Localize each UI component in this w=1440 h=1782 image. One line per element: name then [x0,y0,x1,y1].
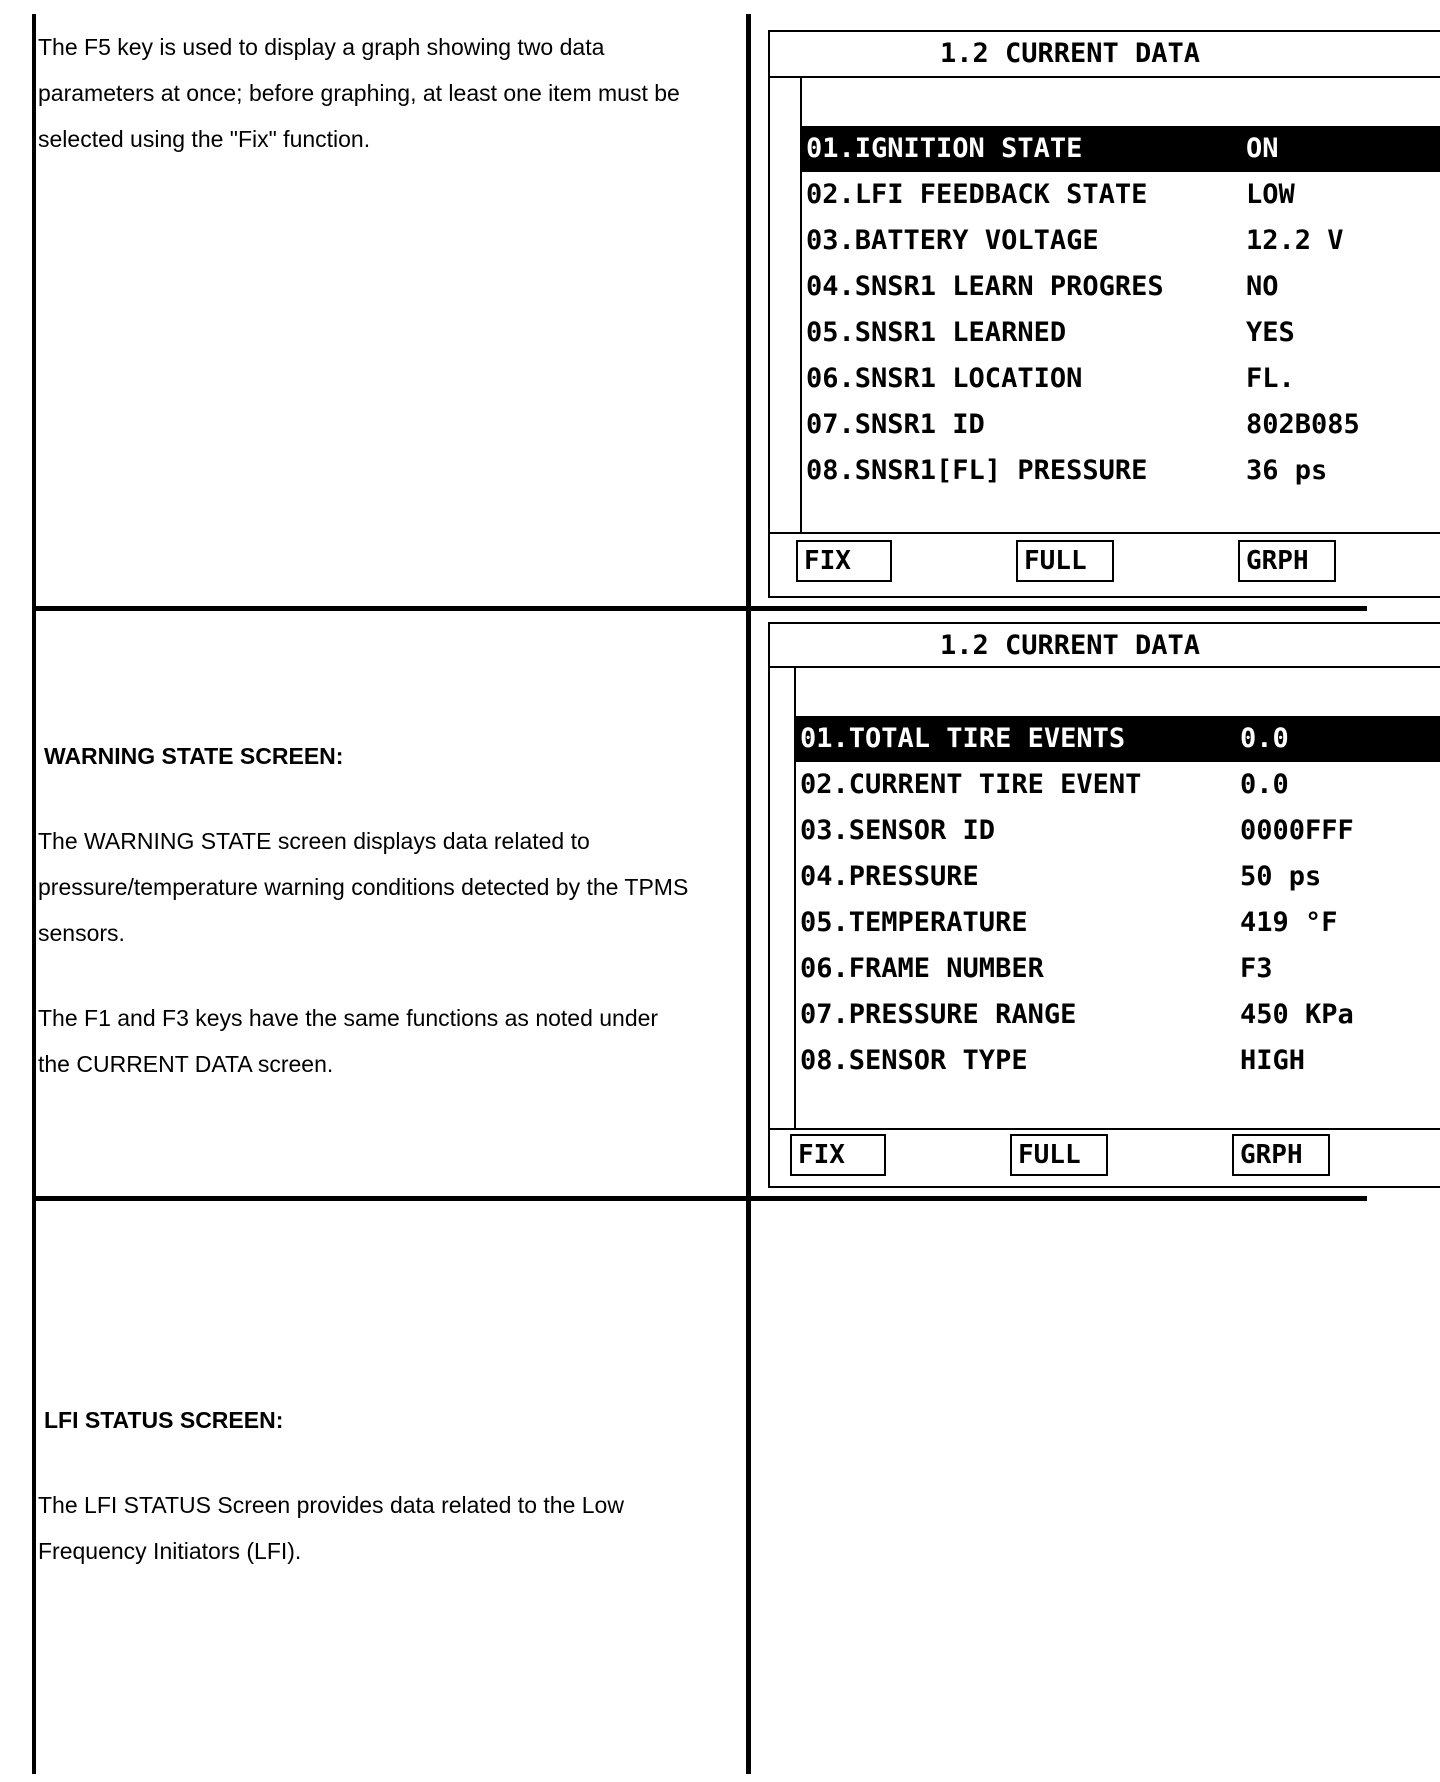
table-center-divider [746,14,751,1774]
scan-tool-screen-2 [768,622,1440,1188]
data-row[interactable] [802,218,1440,264]
row-value: 0000FFF [1240,815,1354,846]
data-row[interactable] [802,126,1440,172]
graph-button[interactable]: GRPH [1232,1134,1330,1176]
row-value: F3 [1240,953,1273,984]
row-label: 05.SNSR1 LEARNED [806,317,1067,348]
data-row[interactable] [802,310,1440,356]
full-button[interactable]: FULL [1010,1134,1108,1176]
scan-tool-screen-1 [768,30,1440,598]
row-label: 03.SENSOR ID [800,815,996,846]
row-value: NO [1246,271,1279,302]
row-value: HIGH [1240,1045,1306,1076]
row-value: 802B085 [1246,409,1360,440]
graph-button[interactable]: GRPH [1238,540,1336,582]
data-row[interactable] [802,448,1440,494]
section-heading: WARNING STATE SCREEN: [44,743,344,769]
row-value: 12.2 V [1246,225,1344,256]
row-value: 419 °F [1240,907,1338,938]
data-row[interactable] [802,402,1440,448]
row-value: 36 ps [1246,455,1328,486]
title-divider [770,76,1440,78]
row-label: 01.TOTAL TIRE EVENTS [800,723,1126,754]
row-label: 08.SENSOR TYPE [800,1045,1028,1076]
full-button[interactable]: FULL [1016,540,1114,582]
paragraph-line: sensors. [38,920,125,946]
row-label: 02.LFI FEEDBACK STATE [806,179,1148,210]
section-heading: LFI STATUS SCREEN: [44,1407,284,1433]
data-row[interactable] [802,264,1440,310]
row-label: 04.PRESSURE [800,861,979,892]
screen-title: 1.2 CURRENT DATA [939,38,1201,69]
row-value: 50 ps [1240,861,1322,892]
paragraph-line: The F1 and F3 keys have the same functions as noted under [38,1005,659,1031]
row-divider-1 [32,606,1367,611]
row-label: 04.SNSR1 LEARN PROGRES [806,271,1164,302]
row-label: 03.BATTERY VOLTAGE [806,225,1099,256]
screen-title: 1.2 CURRENT DATA [939,630,1201,661]
data-row[interactable] [796,946,1440,992]
paragraph-line: Frequency Initiators (LFI). [38,1538,302,1564]
row-value: FL. [1246,363,1295,394]
data-list [796,716,1440,1084]
row-value: YES [1246,317,1295,348]
paragraph-line: pressure/temperature warning conditions detected by the TPMS [38,874,689,900]
row-label: 02.CURRENT TIRE EVENT [800,769,1142,800]
row-label: 07.PRESSURE RANGE [800,999,1077,1030]
row-label: 07.SNSR1 ID [806,409,985,440]
table-left-border [32,14,36,1774]
paragraph-line: The WARNING STATE screen displays data related to [38,828,590,854]
data-list [802,126,1440,494]
row-label: 05.TEMPERATURE [800,907,1028,938]
row-value: LOW [1246,179,1295,210]
data-row[interactable] [802,356,1440,402]
row-value: ON [1246,133,1279,164]
paragraph-line: parameters at once; before graphing, at least one item must be [38,80,680,106]
fix-button[interactable]: FIX [790,1134,886,1176]
title-divider [770,666,1440,668]
row-value: 0.0 [1240,723,1289,754]
row-label: 01.IGNITION STATE [806,133,1083,164]
row-value: 450 KPa [1240,999,1354,1030]
row-value: 0.0 [1240,769,1289,800]
data-row[interactable] [796,900,1440,946]
fkey-divider [770,532,1440,534]
row-divider-2 [32,1196,1367,1201]
row-label: 06.FRAME NUMBER [800,953,1044,984]
data-row[interactable] [796,808,1440,854]
paragraph-line: The F5 key is used to display a graph showing two data [38,34,605,60]
row-label: 08.SNSR1[FL] PRESSURE [806,455,1148,486]
data-row[interactable] [802,172,1440,218]
data-row[interactable] [796,1038,1440,1084]
data-row[interactable] [796,854,1440,900]
data-row[interactable] [796,992,1440,1038]
paragraph-line: The LFI STATUS Screen provides data related to the Low [38,1492,624,1518]
paragraph-line: the CURRENT DATA screen. [38,1051,334,1077]
data-row[interactable] [796,716,1440,762]
data-row[interactable] [796,762,1440,808]
row-label: 06.SNSR1 LOCATION [806,363,1083,394]
fix-button[interactable]: FIX [796,540,892,582]
paragraph-line: selected using the "Fix" function. [38,126,371,152]
fkey-divider [770,1128,1440,1130]
